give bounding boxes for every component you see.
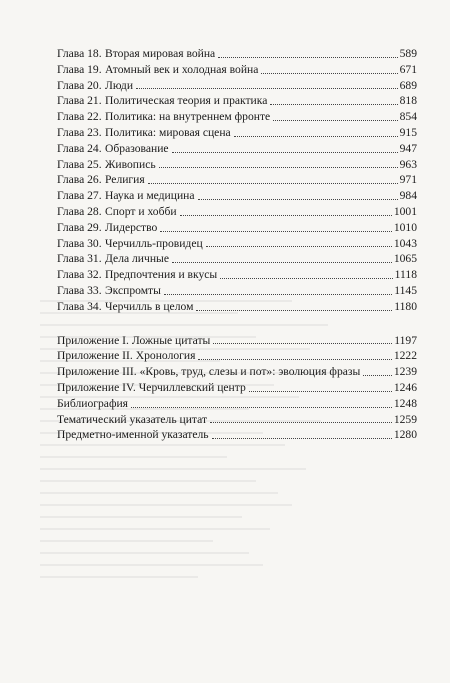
entry-page: 1222 [393,349,417,363]
dot-leader [234,136,398,137]
entry-page: 1001 [393,204,417,218]
entry-title: Лидерство [105,220,158,234]
dot-leader [136,88,398,89]
entry-page: 818 [399,94,417,108]
entry-page: 671 [399,62,417,76]
entry-title: Живопись [105,157,156,171]
entry-prefix: Глава 20. [57,78,102,92]
entry-prefix: Глава 25. [57,157,102,171]
entry-prefix: Приложение I. [57,333,129,347]
entry-page: 984 [399,189,417,203]
toc-entry[interactable] [57,204,417,220]
dot-leader [220,278,392,279]
dot-leader [131,407,392,408]
entry-title: Наука и медицина [105,189,195,203]
entry-prefix: Глава 23. [57,125,102,139]
back-matter-list [57,396,417,443]
entry-prefix: Глава 34. [57,299,102,313]
entry-page: 1259 [393,412,417,426]
toc-entry[interactable] [57,172,417,188]
toc-entry[interactable] [57,109,417,125]
chapter-list [57,46,417,315]
toc-entry[interactable] [57,380,417,396]
entry-page: 947 [399,141,417,155]
entry-page: 963 [399,157,417,171]
dot-leader [148,183,398,184]
toc-entry[interactable] [57,125,417,141]
toc-entry[interactable] [57,396,417,412]
dot-leader [196,310,392,311]
appendix-list [57,333,417,396]
entry-page: 1246 [393,380,417,394]
toc-entry[interactable] [57,188,417,204]
entry-page: 1043 [393,236,417,250]
toc-entry[interactable] [57,333,417,349]
entry-prefix: Глава 24. [57,141,102,155]
entry-prefix: Глава 18. [57,47,102,60]
toc-entry[interactable] [57,364,417,380]
toc-entry[interactable] [57,283,417,299]
dot-leader [164,294,392,295]
entry-page: 915 [399,125,417,139]
entry-title: «Кровь, труд, слезы и пот»: эволюция фразы [139,365,361,379]
dot-leader [261,73,397,74]
entry-prefix: Приложение IV. [57,380,136,394]
entry-page: 1145 [394,283,417,297]
entry-title: Черчиллевский центр [138,380,246,394]
dot-leader [198,359,391,360]
entry-title: Ложные цитаты [131,333,211,347]
dot-leader [180,215,392,216]
entry-title: Политика: мировая сцена [105,125,231,139]
entry-prefix: Глава 21. [57,94,102,108]
dot-leader [206,246,392,247]
dot-leader [198,199,398,200]
toc-entry[interactable] [57,348,417,364]
entry-page: 1180 [394,299,417,313]
entry-title: Экспромты [105,283,161,297]
dot-leader [210,422,392,423]
entry-prefix: Приложение II. [57,349,133,363]
entry-page: 854 [399,110,417,124]
entry-prefix: Глава 27. [57,189,102,203]
entry-page: 971 [399,173,417,187]
entry-prefix: Глава 29. [57,220,102,234]
dot-leader [270,104,397,105]
dot-leader [212,438,392,439]
entry-title: Черчилль в целом [105,299,194,313]
entry-title: Хронология [135,349,196,363]
entry-prefix: Глава 26. [57,173,102,187]
entry-prefix: Глава 22. [57,110,102,124]
entry-page: 1065 [393,252,417,266]
entry-page: 689 [399,78,417,92]
entry-title: Политическая теория и практика [105,94,268,108]
entry-title: Люди [105,78,134,92]
entry-title: Религия [105,173,145,187]
dot-leader [249,391,392,392]
entry-title: Тематический указатель цитат [57,412,208,426]
toc-entry[interactable] [57,78,417,94]
toc-entry[interactable] [57,251,417,267]
entry-title: Черчилль-провидец [105,236,203,250]
entry-prefix: Глава 19. [57,62,102,76]
dot-leader [159,167,398,168]
table-of-contents [57,46,417,443]
entry-prefix: Глава 33. [57,283,102,297]
entry-prefix: Приложение III. [57,365,137,379]
toc-entry[interactable] [57,412,417,428]
entry-prefix: Глава 30. [57,236,102,250]
entry-page: 1118 [394,268,417,282]
entry-title: Предпочтения и вкусы [105,268,218,282]
toc-entry[interactable] [57,236,417,252]
entry-title: Политика: на внутреннем фронте [105,110,271,124]
toc-entry[interactable] [57,62,417,78]
entry-title: Дела личные [105,252,169,266]
entry-page: 589 [399,47,417,60]
toc-entry[interactable] [57,299,417,315]
entry-title: Образование [105,141,169,155]
dot-leader [160,231,391,232]
entry-prefix: Глава 31. [57,252,102,266]
entry-page: 1239 [393,365,417,379]
entry-page: 1280 [393,428,417,442]
dot-leader [363,375,392,376]
entry-title: Библиография [57,396,129,410]
entry-page: 1248 [393,396,417,410]
entry-page: 1010 [393,220,417,234]
entry-title: Спорт и хобби [105,204,177,218]
dot-leader [213,343,392,344]
entry-prefix: Глава 32. [57,268,102,282]
toc-entry[interactable] [57,93,417,109]
entry-page: 1197 [394,333,417,347]
dot-leader [172,152,398,153]
toc-entry[interactable] [57,157,417,173]
toc-entry[interactable] [57,141,417,157]
toc-entry[interactable] [57,427,417,443]
entry-title: Предметно-именной указатель [57,428,209,442]
dot-leader [273,120,397,121]
dot-leader [218,57,397,58]
dot-leader [172,262,392,263]
entry-prefix: Глава 28. [57,204,102,218]
entry-title: Атомный век и холодная война [105,62,259,76]
toc-entry[interactable] [57,267,417,283]
section-spacer [57,315,417,333]
toc-entry[interactable] [57,220,417,236]
entry-title: Вторая мировая война [105,47,216,60]
toc-entry[interactable] [57,46,417,62]
